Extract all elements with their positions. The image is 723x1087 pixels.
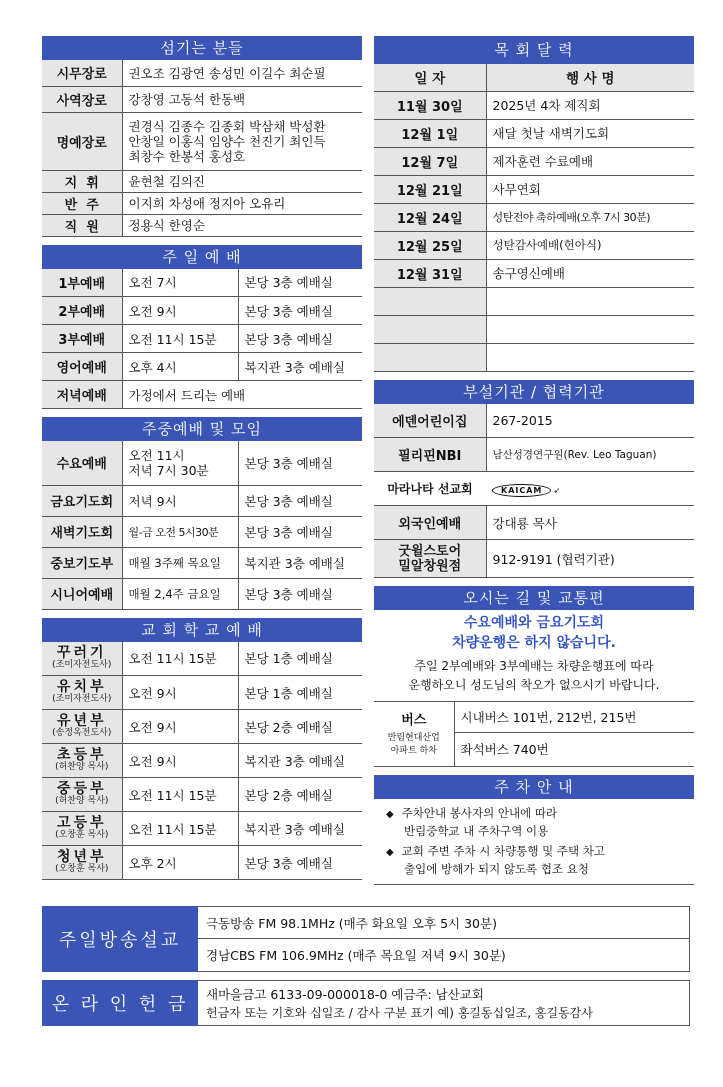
table-row: [42, 353, 362, 381]
left-column: [42, 36, 362, 880]
event-date: 12월 24일: [374, 203, 486, 231]
partners-title: 부설기관 / 협력기관: [374, 380, 694, 404]
table-row: [42, 642, 362, 676]
calendar-title: 목 회 달 력: [374, 36, 694, 64]
row-label: 금요기도회: [42, 485, 122, 516]
table-row: [374, 438, 694, 472]
table-row: [42, 812, 362, 846]
table-row: [374, 404, 694, 438]
line: 반림중학교 내 주차구역 이용: [404, 823, 549, 838]
table-row: [374, 203, 694, 231]
offering-rows: [198, 980, 690, 1026]
seat-bus: 좌석버스 740번: [454, 732, 694, 766]
line: 오전 11시: [128, 447, 185, 463]
row-value: 권오조 김광연 송성민 이길수 최순필: [122, 60, 362, 86]
table-row: [42, 441, 362, 485]
sunday-title: 주 일 예 배: [42, 245, 362, 269]
row-place: 본당 2층 예배실: [238, 778, 362, 812]
table-row: [374, 702, 694, 732]
table-row: [374, 506, 694, 540]
dept-leader: (조미자전도사): [52, 659, 112, 670]
table-row: [42, 112, 362, 170]
dept-name: 초등부: [56, 747, 107, 763]
row-place: 본당 1층 예배실: [238, 642, 362, 676]
row-place: 본당 3층 예배실: [238, 516, 362, 547]
row-place: 본당 3층 예배실: [238, 846, 362, 880]
table-row: [42, 60, 362, 86]
calendar-table: [374, 64, 694, 372]
row-time: 오전 9시: [122, 744, 238, 778]
right-column: [374, 36, 694, 885]
event-date: 12월 1일: [374, 119, 486, 147]
row-label: [42, 744, 122, 778]
line: 교회 주변 주차 시 차량통행 및 주택 차고: [401, 843, 605, 858]
row-time: 오전 9시: [122, 297, 238, 325]
table-row: [42, 578, 362, 609]
line: 아파트 하차: [390, 746, 437, 757]
row-time: 오전 11시 15분: [122, 812, 238, 846]
dept-name: 중등부: [56, 781, 107, 797]
table-row: [42, 170, 362, 192]
table-row: [42, 676, 362, 710]
table-row: [374, 175, 694, 203]
row-value: [122, 112, 362, 170]
row-place: 복지관 3층 예배실: [238, 812, 362, 846]
dept-name: 청년부: [56, 849, 107, 865]
sunday-table: [42, 269, 362, 410]
table-row: [42, 325, 362, 353]
row-label: 수요예배: [42, 441, 122, 485]
empty-row: [374, 315, 694, 343]
table-row: [42, 297, 362, 325]
row-label: [42, 846, 122, 880]
parking-list: [374, 799, 694, 885]
line: 반림현대산업: [387, 733, 440, 744]
dept-leader: (허찬양 목사): [55, 762, 109, 772]
list-item: [386, 843, 694, 878]
dept-name: 유치부: [56, 679, 107, 695]
table-row: [42, 86, 362, 112]
table-row: [42, 744, 362, 778]
table-row: [42, 381, 362, 409]
offering-row: [42, 980, 690, 1026]
row-time: 오전 9시: [122, 676, 238, 710]
table-row: [42, 710, 362, 744]
event-date: 12월 31일: [374, 259, 486, 287]
table-row: [42, 547, 362, 578]
line: 주일 2부예배와 3부예배는 차량운행표에 따라: [414, 659, 654, 673]
event-name: 2025년 4차 제직회: [486, 91, 694, 119]
row-label: [42, 778, 122, 812]
row-label: [42, 676, 122, 710]
line: 최창수 한봉석 홍성호: [128, 148, 246, 164]
row-place: 본당 1층 예배실: [238, 676, 362, 710]
row-time: 오전 11시 15분: [122, 642, 238, 676]
dept-name: 꾸러기: [56, 644, 107, 661]
row-label: 반 주: [42, 192, 122, 214]
dept-name: 고등부: [56, 815, 107, 831]
partner-name: 마라나타 선교회: [374, 472, 486, 506]
row-time: 오전 7시: [122, 269, 238, 297]
dept-leader: (송정옥전도사): [52, 728, 112, 738]
partner-name: 외국인예배: [374, 506, 486, 540]
diamond-icon: ◆: [386, 808, 394, 820]
broadcast-line: 극동방송 FM 98.1MHz (매주 화요일 오후 5시 30분): [198, 907, 689, 939]
bus-label-cell: [374, 702, 454, 766]
row-label: 직 원: [42, 214, 122, 236]
row-label: 영어예배: [42, 353, 122, 381]
row-value: 정용식 한영순: [122, 214, 362, 236]
line: 안창일 이홍식 임양수 천진기 최인득: [128, 133, 326, 149]
row-place: 본당 3층 예배실: [238, 441, 362, 485]
table-row: [374, 472, 694, 506]
row-value: 이지희 차성애 정지아 오유리: [122, 192, 362, 214]
partner-info: 267-2015: [486, 404, 694, 438]
school-title: 교 회 학 교 예 배: [42, 618, 362, 642]
table-row: [42, 778, 362, 812]
row-value: 강창영 고동석 한동백: [122, 86, 362, 112]
directions-title: 오시는 길 및 교통편: [374, 586, 694, 610]
line: 굿윌스토어: [398, 543, 462, 559]
row-label: [42, 642, 122, 676]
row-label: 저녁예배: [42, 381, 122, 409]
parking-title: 주 차 안 내: [374, 775, 694, 799]
event-name: 송구영신예배: [486, 259, 694, 287]
event-name: 성탄전야 축하예배(오후 7시 30분): [486, 203, 694, 231]
row-time: 오전 11시 15분: [122, 778, 238, 812]
line: 출입에 방해가 되지 않도록 협조 요청: [404, 861, 589, 876]
table-row: [42, 192, 362, 214]
partner-name: [374, 540, 486, 578]
calendar-header-row: [374, 64, 694, 91]
row-label: 중보기도부: [42, 547, 122, 578]
bus-table: [374, 702, 694, 767]
line: 밀알창원점: [398, 558, 462, 574]
table-row: [374, 259, 694, 287]
row-time: 오전 11시 15분: [122, 325, 238, 353]
event-name: 성탄감사예배(헌아식): [486, 231, 694, 259]
row-label: 명예장로: [42, 112, 122, 170]
line: 운행하오니 성도님의 착오가 없으시기 바랍니다.: [408, 678, 660, 692]
event-date: 11월 30일: [374, 91, 486, 119]
event-name: 사무연회: [486, 175, 694, 203]
broadcast-block: [42, 906, 690, 972]
diamond-icon: ◆: [386, 846, 394, 858]
table-row: [42, 269, 362, 297]
logo-text: KAICAM: [492, 484, 551, 497]
row-place: 본당 3층 예배실: [238, 485, 362, 516]
weekday-table: [42, 441, 362, 610]
offering-block: [42, 980, 690, 1026]
line: 주차안내 봉사자의 안내에 따라: [401, 805, 558, 820]
partner-name: 필리핀NBI: [374, 438, 486, 472]
row-place: 본당 2층 예배실: [238, 710, 362, 744]
row-label: 2부예배: [42, 297, 122, 325]
row-place: 본당 3층 예배실: [238, 325, 362, 353]
row-value: 윤현철 김의진: [122, 170, 362, 192]
table-row: [42, 516, 362, 547]
dept-name: 유년부: [56, 713, 107, 729]
line: 권경식 김종수 김종회 박삼채 박성환: [128, 118, 326, 134]
dept-leader: (조미자전도사): [52, 694, 112, 704]
weekday-title: 주중예배 및 모임: [42, 417, 362, 441]
partner-name: 에덴어린이집: [374, 404, 486, 438]
row-time: 오후 2시: [122, 846, 238, 880]
col-event-header: 행 사 명: [486, 64, 694, 91]
col-date-header: 일 자: [374, 64, 486, 91]
row-place: 본당 3층 예배실: [238, 578, 362, 609]
row-place: 본당 3층 예배실: [238, 269, 362, 297]
table-row: [374, 540, 694, 578]
servants-table: [42, 60, 362, 237]
row-time: 월-금 오전 5시30분: [122, 516, 238, 547]
row-time: 매월 3주째 목요일: [122, 547, 238, 578]
dept-leader: (허찬양 목사): [55, 796, 109, 806]
servants-title: 섬기는 분들: [42, 36, 362, 60]
row-label: 시무장로: [42, 60, 122, 86]
row-label: 시니어예배: [42, 578, 122, 609]
table-row: [374, 119, 694, 147]
kaicam-logo: [492, 484, 560, 497]
row-time: [122, 441, 238, 485]
partner-info: 912-9191 (협력기관): [486, 540, 694, 578]
partner-info: 남산성경연구원(Rev. Leo Taguan): [486, 438, 694, 472]
row-label: 3부예배: [42, 325, 122, 353]
table-row: [42, 846, 362, 880]
vehicle-info: [374, 657, 694, 702]
row-place: 복지관 3층 예배실: [238, 744, 362, 778]
list-item: [386, 805, 694, 840]
event-name: 제자훈련 수료예배: [486, 147, 694, 175]
row-place: 복지관 3층 예배실: [238, 547, 362, 578]
event-date: 12월 7일: [374, 147, 486, 175]
city-bus: 시내버스 101번, 212번, 215번: [454, 702, 694, 732]
event-date: 12월 21일: [374, 175, 486, 203]
event-name: 새달 첫날 새벽기도회: [486, 119, 694, 147]
partner-info: 강대룡 목사: [486, 506, 694, 540]
table-row: [374, 91, 694, 119]
offering-line: 헌금자 또는 기호와 십일조 / 감사 구분 표기 예) 홍길동십일조, 홍길동감사: [206, 1006, 593, 1020]
row-label: [42, 812, 122, 846]
row-label: 1부예배: [42, 269, 122, 297]
dept-leader: (오창훈 목사): [55, 830, 109, 840]
row-label: 지 휘: [42, 170, 122, 192]
table-row: [42, 214, 362, 236]
partner-logo-cell: [486, 472, 694, 506]
line: 차량운행은 하지 않습니다.: [452, 635, 616, 651]
table-row: [42, 485, 362, 516]
row-time: 오전 9시: [122, 710, 238, 744]
logo-arrow-icon: ➶: [553, 485, 561, 495]
line: 수요예배와 금요기도회: [463, 615, 605, 631]
row-time: 저녁 9시: [122, 485, 238, 516]
row-time: 매월 2,4주 금요일: [122, 578, 238, 609]
row-label: 새벽기도회: [42, 516, 122, 547]
broadcast-line: 경남CBS FM 106.9MHz (매주 목요일 저녁 9시 30분): [206, 948, 506, 963]
partners-table: [374, 404, 694, 579]
row-time: 오후 4시: [122, 353, 238, 381]
row-place: 복지관 3층 예배실: [238, 353, 362, 381]
offering-line: 새마을금고 6133-09-000018-0 예금주: 남산교회: [206, 986, 484, 1002]
table-row: [374, 147, 694, 175]
empty-row: [374, 343, 694, 371]
row-time: 가정에서 드리는 예배: [122, 381, 362, 409]
offering-title: 온 라 인 헌 금: [42, 980, 198, 1026]
bus-stop: [374, 732, 454, 758]
row-label: 사역장로: [42, 86, 122, 112]
event-date: 12월 25일: [374, 231, 486, 259]
row-label: [42, 710, 122, 744]
row-place: 본당 3층 예배실: [238, 297, 362, 325]
no-vehicle-notice: [374, 613, 694, 653]
bus-label: 버스: [401, 713, 427, 729]
table-row: [374, 231, 694, 259]
broadcast-title: 주일방송설교: [42, 906, 198, 972]
dept-leader: (오창훈 목사): [55, 864, 109, 874]
school-table: [42, 642, 362, 881]
empty-row: [374, 287, 694, 315]
broadcast-rows: [198, 906, 690, 972]
broadcast-row: [42, 906, 690, 972]
line: 저녁 7시 30분: [128, 462, 209, 478]
